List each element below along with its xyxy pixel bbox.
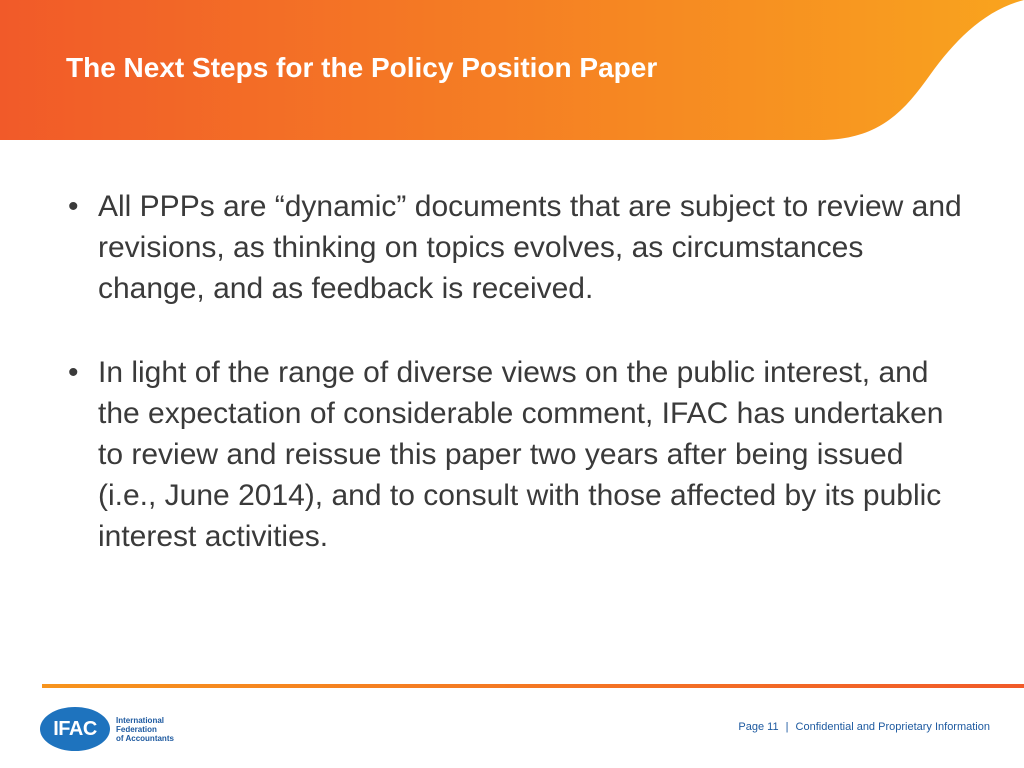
footer-info [738, 721, 990, 733]
ifac-logo [40, 704, 180, 754]
bullet-marker: • [68, 190, 79, 223]
logo-line-1: International [116, 716, 165, 725]
bullet-marker: • [68, 356, 79, 389]
slide-content [66, 186, 966, 600]
slide-title: The Next Steps for the Policy Position Paper [66, 52, 658, 83]
bullet-item [66, 352, 966, 557]
logo-line-2: Federation [116, 725, 157, 734]
bullet-item [66, 186, 966, 309]
logo-line-3: of Accountants [116, 734, 174, 743]
logo-wordmark: IFAC [53, 718, 97, 740]
confidential-notice: Confidential and Proprietary Information [795, 721, 990, 733]
page-number: Page 11 [738, 721, 779, 733]
bullet-text: In light of the range of diverse views on the public interest, and the expectation of considerable comment, IFAC has undertaken to review and reissue this paper two years after being issued (i.e., June 2014), and to consult with those affected by its public interest activities. [98, 356, 944, 553]
bullet-text: All PPPs are “dynamic” documents that are subject to review and revisions, as thinking on topics evolves, as circumstances change, and as feedback is received. [98, 190, 962, 305]
logo-subtitle [116, 716, 174, 743]
footer-separator: | [785, 721, 789, 733]
header-banner [0, 0, 1024, 140]
footer-divider [42, 684, 1024, 688]
